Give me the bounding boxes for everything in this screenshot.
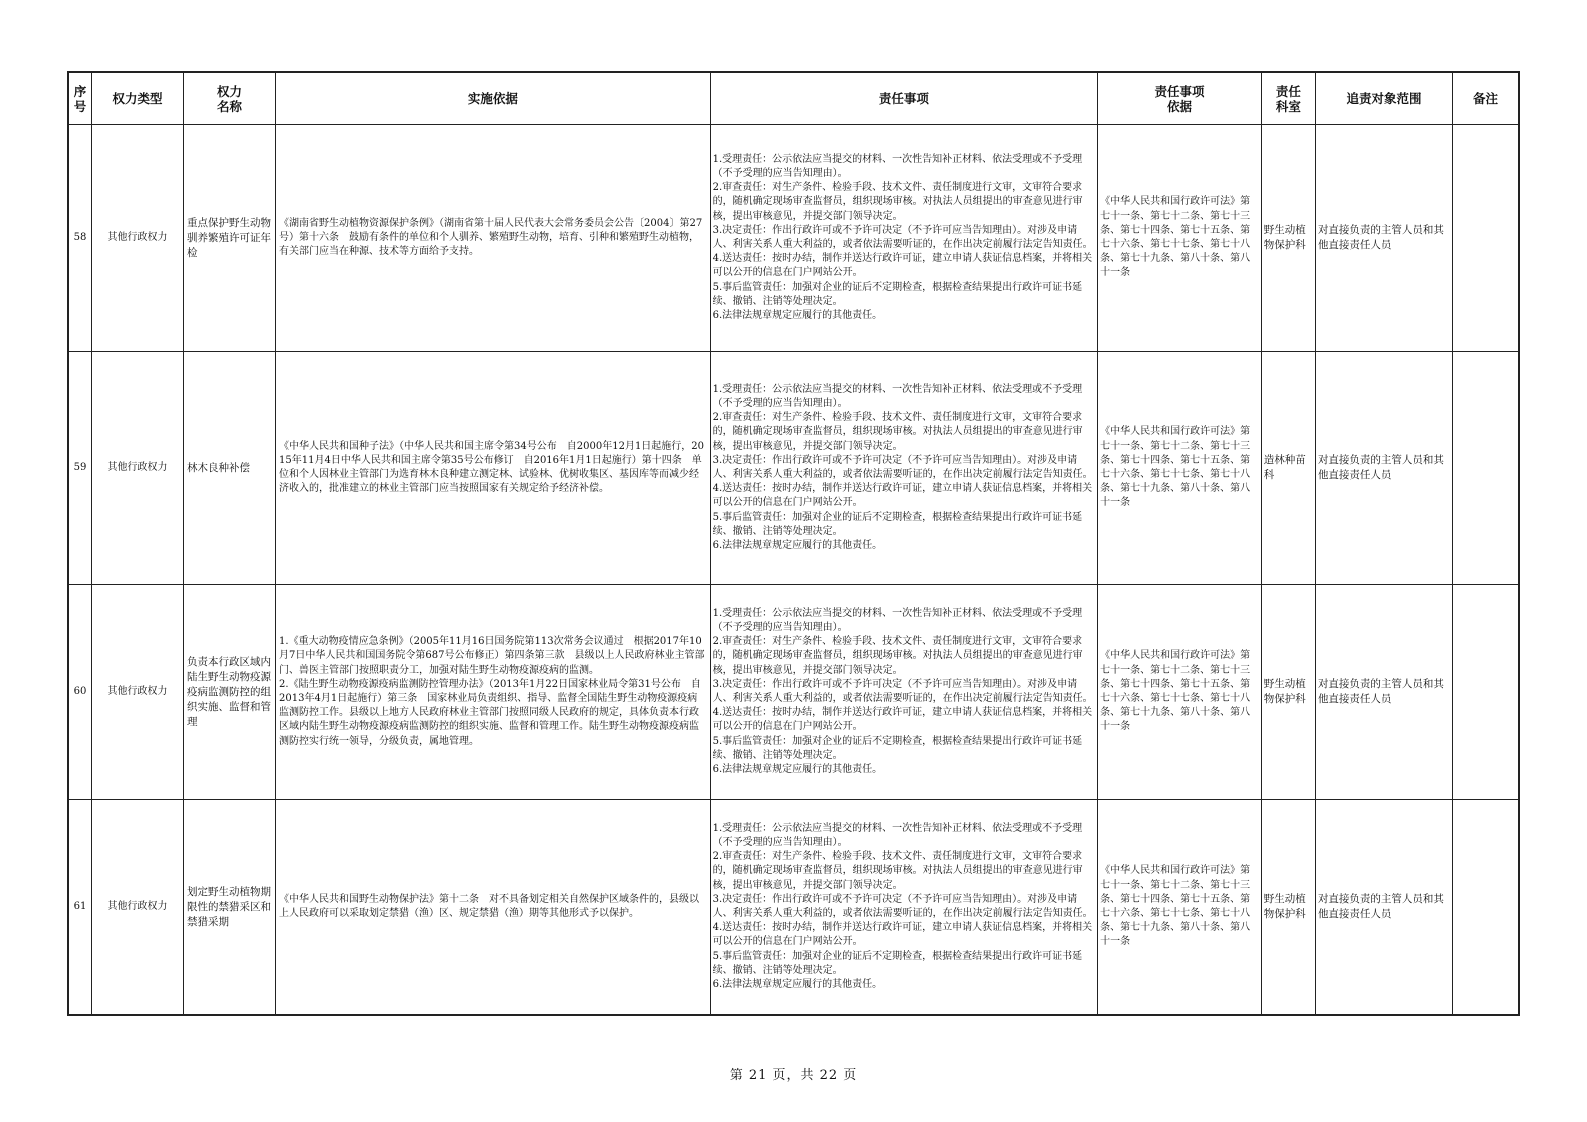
cell-scope: 对直接负责的主管人员和其他直接责任人员 [1315,585,1452,800]
duty-item: 4.送达责任：按时办结，制作并送达行政许可证，建立申请人获证信息档案，并将相关可以公开的信息在门户网站公开。 [712,253,1093,279]
responsibility-table [67,71,1520,1016]
cell-dept: 野生动植物保护科 [1261,585,1315,800]
duty-item: 4.送达责任：按时办结，制作并送达行政许可证，建立申请人获证信息档案，并将相关可以公开的信息在门户网站公开。 [712,483,1093,509]
duty-item: 1.受理责任：公示依法应当提交的材料、一次性告知补正材料、依法受理或不予受理（不予受理的应当告知理由）。 [712,153,1083,179]
cell-name: 重点保护野生动物驯养繁殖许可证年检 [184,125,276,352]
cell-ref: 《中华人民共和国行政许可法》第七十一条、第七十二条、第七十三条、第七十四条、第七十五条、第七十六条、第七十七条、第七十八条、第七十九条、第八十条、第八十一条 [1098,352,1262,585]
cell-basis: 1.《重大动物疫情应急条例》（2005年11月16日国务院第113次常务会议通过 根据2017年10月7日中华人民共和国国务院令第687号公布修正）第四条第三款 县级以上人民政府林业主管部门、兽医主管部门按照职责分工，加强对陆生野生动物疫源疫病的监测。 2.《陆生野生动物疫源疫病监测防控管理办法》（2013年1月22日国家林业局令第31号公布 自2013年4月1日起施行）第三条 国家林业局负责组织、指导、监督全国陆生野生动物疫源疫病监测防控工作。县级以上地方人民政府林业主管部门按照同级人民政府的规定，具体负责本行政区域内陆生野生动物疫源疫病监测防控的组织实施、监督和管理工作。陆生野生动物疫源疫病监测防控实行统一领导，分级负责，属地管理。 [276,585,711,800]
cell-no: 61 [68,800,92,1016]
cell-note [1452,585,1519,800]
header-duty: 责任事项 [710,72,1098,125]
duty-item: 6.法律法规章规定应履行的其他责任。 [712,979,883,991]
cell-dept: 野生动植物保护科 [1261,125,1315,352]
header-no: 序号 [68,72,92,125]
cell-ref: 《中华人民共和国行政许可法》第七十一条、第七十二条、第七十三条、第七十四条、第七十五条、第七十六条、第七十七条、第七十八条、第七十九条、第八十条、第八十一条 [1098,800,1262,1016]
cell-scope: 对直接负责的主管人员和其他直接责任人员 [1315,125,1452,352]
cell-type: 其他行政权力 [92,585,184,800]
cell-basis: 《中华人民共和国种子法》（中华人民共和国主席令第34号公布 自2000年12月1日起施行，2015年11月4日中华人民共和国主席令第35号公布修订 自2016年1月1日起施行）第十四条 单位和个人因林业主管部门为选育林木良种建立测定林、试验林、优树收集区、基因库等而减少经济收入的，批准建立的林业主管部门应当按照国家有关规定给予经济补偿。 [276,352,711,585]
cell-no: 59 [68,352,92,585]
cell-duty [710,125,1098,352]
duty-item: 5.事后监管责任：加强对企业的证后不定期检查，根据检查结果提出行政许可证书延续、撤销、注销等处理决定。 [712,511,1083,537]
cell-note [1452,352,1519,585]
header-dept [1261,72,1315,125]
cell-type: 其他行政权力 [92,800,184,1016]
table-row [68,585,1519,800]
cell-dept: 造林种苗科 [1261,352,1315,585]
cell-scope: 对直接负责的主管人员和其他直接责任人员 [1315,800,1452,1016]
table-body [68,125,1519,1016]
table-header [68,72,1519,125]
duty-item: 1.受理责任：公示依法应当提交的材料、一次性告知补正材料、依法受理或不予受理（不予受理的应当告知理由）。 [712,383,1083,409]
cell-dept: 野生动植物保护科 [1261,800,1315,1016]
duty-item: 6.法律法规章规定应履行的其他责任。 [712,310,883,322]
cell-scope: 对直接负责的主管人员和其他直接责任人员 [1315,352,1452,585]
cell-note [1452,800,1519,1016]
cell-name: 负责本行政区域内陆生野生动物疫源疫病监测防控的组织实施、监督和管理 [184,585,276,800]
duty-item: 6.法律法规章规定应履行的其他责任。 [712,764,883,776]
header-dept-text: 责任科室 [1275,83,1301,114]
header-ref-text: 责任事项依据 [1154,83,1205,114]
cell-no: 58 [68,125,92,352]
table-row [68,800,1519,1016]
duty-item: 1.受理责任：公示依法应当提交的材料、一次性告知补正材料、依法受理或不予受理（不予受理的应当告知理由）。 [712,822,1083,848]
header-basis: 实施依据 [276,72,711,125]
duty-item: 5.事后监管责任：加强对企业的证后不定期检查，根据检查结果提出行政许可证书延续、撤销、注销等处理决定。 [712,950,1083,976]
duty-item: 3.决定责任：作出行政许可或不予许可决定（不予许可应当告知理由）。对涉及申请人、利害关系人重大利益的，或者依法需要听证的，在作出决定前履行法定告知责任。 [712,454,1093,480]
page-footer: 第 21 页，共 22 页 [729,1068,858,1083]
cell-duty [710,585,1098,800]
duty-item: 4.送达责任：按时办结，制作并送达行政许可证，建立申请人获证信息档案，并将相关可以公开的信息在门户网站公开。 [712,707,1093,733]
table-row [68,125,1519,352]
header-name-text: 权力名称 [217,83,243,114]
header-name [184,72,276,125]
responsibility-table-sheet [67,71,1520,1016]
cell-no: 60 [68,585,92,800]
duty-item: 5.事后监管责任：加强对企业的证后不定期检查，根据检查结果提出行政许可证书延续、撤销、注销等处理决定。 [712,281,1083,307]
cell-name: 林木良种补偿 [184,352,276,585]
duty-item: 5.事后监管责任：加强对企业的证后不定期检查，根据检查结果提出行政许可证书延续、撤销、注销等处理决定。 [712,735,1083,761]
cell-ref: 《中华人民共和国行政许可法》第七十一条、第七十二条、第七十三条、第七十四条、第七十五条、第七十六条、第七十七条、第七十八条、第七十九条、第八十条、第八十一条 [1098,585,1262,800]
duty-item: 2.审查责任：对生产条件、检验手段、技术文件、责任制度进行文审，文审符合要求的，随机确定现场审查监督员，组织现场审核。对执法人员组提出的审查意见进行审核，提出审核意见，并提交部门领导决定。 [712,636,1083,676]
duty-item: 4.送达责任：按时办结，制作并送达行政许可证，建立申请人获证信息档案，并将相关可以公开的信息在门户网站公开。 [712,922,1093,948]
duty-item: 3.决定责任：作出行政许可或不予许可决定（不予许可应当告知理由）。对涉及申请人、利害关系人重大利益的，或者依法需要听证的，在作出决定前履行法定告知责任。 [712,678,1093,704]
cell-type: 其他行政权力 [92,125,184,352]
header-scope: 追责对象范围 [1315,72,1452,125]
table-row [68,352,1519,585]
cell-name: 划定野生动植物期限性的禁猎采区和禁猎采期 [184,800,276,1016]
duty-item: 2.审查责任：对生产条件、检验手段、技术文件、责任制度进行文审，文审符合要求的，随机确定现场审查监督员，组织现场审核。对执法人员组提出的审查意见进行审核，提出审核意见，并提交部门领导决定。 [712,182,1083,222]
duty-item: 3.决定责任：作出行政许可或不予许可决定（不予许可应当告知理由）。对涉及申请人、利害关系人重大利益的，或者依法需要听证的，在作出决定前履行法定告知责任。 [712,893,1093,919]
cell-type: 其他行政权力 [92,352,184,585]
duty-item: 2.审查责任：对生产条件、检验手段、技术文件、责任制度进行文审，文审符合要求的，随机确定现场审查监督员，组织现场审核。对执法人员组提出的审查意见进行审核，提出审核意见，并提交部门领导决定。 [712,851,1083,891]
duty-item: 2.审查责任：对生产条件、检验手段、技术文件、责任制度进行文审，文审符合要求的，随机确定现场审查监督员，组织现场审核。对执法人员组提出的审查意见进行审核，提出审核意见，并提交部门领导决定。 [712,412,1083,452]
header-type: 权力类型 [92,72,184,125]
duty-item: 1.受理责任：公示依法应当提交的材料、一次性告知补正材料、依法受理或不予受理（不予受理的应当告知理由）。 [712,607,1083,633]
cell-basis: 《中华人民共和国野生动物保护法》第十二条 对不具备划定相关自然保护区域条件的，县级以上人民政府可以采取划定禁猎（渔）区、规定禁猎（渔）期等其他形式予以保护。 [276,800,711,1016]
duty-item: 6.法律法规章规定应履行的其他责任。 [712,540,883,552]
cell-note [1452,125,1519,352]
cell-duty [710,352,1098,585]
header-note: 备注 [1452,72,1519,125]
duty-item: 3.决定责任：作出行政许可或不予许可决定（不予许可应当告知理由）。对涉及申请人、利害关系人重大利益的，或者依法需要听证的，在作出决定前履行法定告知责任。 [712,224,1093,250]
cell-ref: 《中华人民共和国行政许可法》第七十一条、第七十二条、第七十三条、第七十四条、第七十五条、第七十六条、第七十七条、第七十八条、第七十九条、第八十条、第八十一条 [1098,125,1262,352]
cell-basis: 《湖南省野生动植物资源保护条例》（湖南省第十届人民代表大会常务委员会公告〔2004〕第27号）第十六条 鼓励有条件的单位和个人驯养、繁殖野生动物，培育、引种和繁殖野生动植物，有关部门应当在种源、技术等方面给予支持。 [276,125,711,352]
cell-duty [710,800,1098,1016]
header-ref [1098,72,1262,125]
